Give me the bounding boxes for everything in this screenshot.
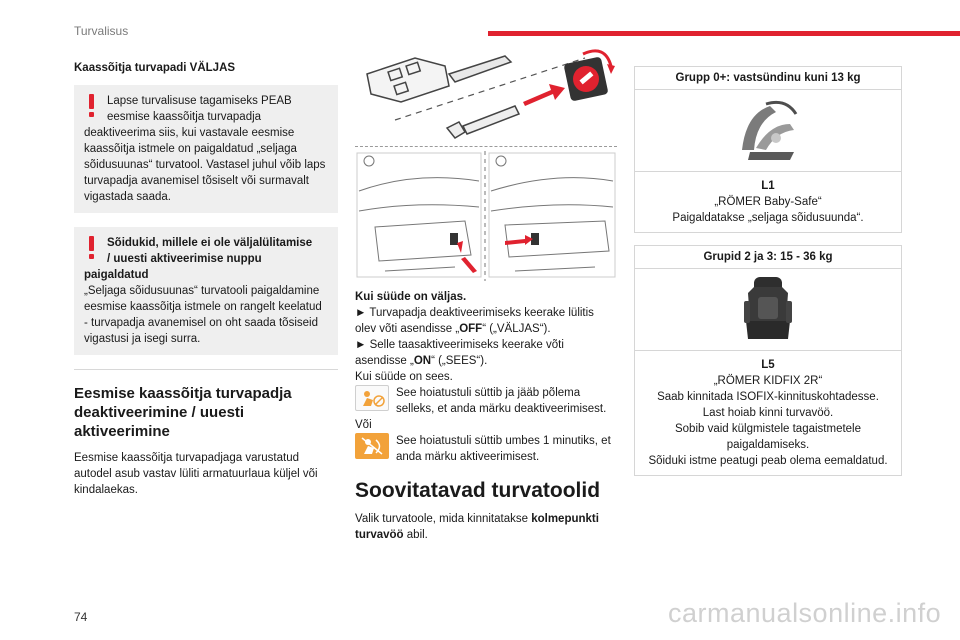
or-label: Või: [355, 419, 372, 431]
card-description: [635, 351, 901, 475]
warning-icon: [88, 94, 94, 117]
intro-text: Valik turvatoole, mida kinnitatakse: [355, 513, 532, 525]
page-number: 74: [74, 610, 88, 624]
child-seat-card-group0: [634, 66, 902, 233]
seat-code: L1: [761, 180, 775, 192]
warning-box-rear-facing: [74, 85, 338, 213]
key-blade-icon: [447, 106, 519, 138]
dashboard-illustration: [355, 151, 617, 281]
seat-info: Paigaldatakse „seljaga sõidusuunda“.: [672, 212, 864, 224]
warning2-title-line3: paigaldatud: [84, 269, 149, 281]
intro-bold: kolmepunkti turvavöö: [355, 513, 599, 541]
step2-text: ► Selle taasaktiveerimiseks keerake võti asendisse „: [355, 339, 564, 367]
card-description: [635, 172, 901, 232]
airbag-off-lamp-icon: [355, 385, 389, 411]
warning2-title-line1: Sõidukid, millele ei ole väljalülitamise: [107, 237, 313, 249]
recommended-seats-title: Soovitatavad turvatoolid: [355, 479, 601, 502]
booster-seat-image: [635, 269, 901, 351]
child-seat-card-group23: [634, 245, 902, 476]
header-accent-bar: [488, 31, 960, 36]
warning-icon: [88, 236, 94, 259]
lamp-off-text: See hoiatustuli süttib ja jääb põlema selleks, et anda märku deaktiveerimisest.: [396, 387, 607, 415]
lamp-on-row: [355, 433, 617, 465]
seat-name: „RÖMER Baby-Safe“: [714, 196, 822, 208]
ignition-off-instructions: [355, 289, 617, 465]
section-title-deactivation: Eesmise kaassõitja turvapadja deaktiveerimine / uuesti aktiveerimine: [74, 369, 338, 441]
step1-tail: “ („VÄLJAS“).: [482, 323, 551, 335]
seat-info-4: Sõiduki istme peatugi peab olema eemaldatud.: [648, 455, 888, 467]
step2-tail: “ („SEES“).: [431, 355, 488, 367]
column-left: [74, 60, 338, 498]
recommended-seats-intro: [355, 511, 617, 543]
lamp-on-text: See hoiatustuli süttib umbes 1 minutiks, et anda märku aktiveerimisest.: [396, 435, 611, 463]
warning2-text: „Seljaga sõidusuunas“ turvatooli paigaldamine eesmise kaassõitja istmele on rangelt keelatud - turvapadja avanemisel on oht saada tõsiseid vigastusi ja isegi surra.: [84, 285, 322, 345]
step2-on: ON: [413, 355, 432, 367]
warning-box-no-switch: [74, 227, 338, 355]
airbag-on-lamp-icon: [355, 433, 389, 459]
lamp-off-row: [355, 385, 617, 417]
ignition-off-heading: Kui süüde on väljas.: [355, 291, 467, 303]
seat-info-1: Saab kinnitada ISOFIX-kinnituskohtadesse.: [657, 391, 879, 403]
step1-text: ► Turvapadja deaktiveerimiseks keerake lülitis olev võti asendisse „: [355, 307, 594, 335]
key-switch-illustration: [355, 44, 617, 144]
step-deactivate: [355, 305, 617, 337]
illustration-separator: [355, 146, 617, 147]
column-right: [634, 66, 902, 476]
key-fob-icon: [367, 56, 511, 102]
seat-name: „RÖMER KIDFIX 2R“: [713, 375, 823, 387]
warning1-text: deaktiveerima siis, kui vastavale eesmise kaassõitja istmele on paigaldatud „seljaga sõidusuunas“ turvatool. Vastasel juhul võib laps turvapadja avanemisel tõsiselt või surmavalt vigastada saada.: [84, 127, 326, 203]
card-group-title: Grupp 0+: vastsündinu kuni 13 kg: [635, 67, 901, 90]
warning2-title-line2: / uuesti aktiveerimise nuppu: [107, 253, 262, 265]
seat-info-3: Sobib vaid külgmistele tagaistmetele paigaldamiseks.: [674, 423, 862, 451]
airbag-off-heading: Kaassõitja turvapadi VÄLJAS: [74, 62, 236, 74]
airbag-switch-icon: [563, 56, 608, 101]
step-reactivate: [355, 337, 617, 369]
warning1-line2: eesmise kaassõitja turvapadja: [107, 111, 262, 123]
section-header: Turvalisus: [74, 24, 129, 38]
section-body-deactivation: Eesmise kaassõitja turvapadjaga varustatud autodel asub vastav lüliti armatuurlaua küljel või kindalaekas.: [74, 452, 318, 496]
step1-off: OFF: [459, 323, 483, 335]
baby-seat-image: [635, 90, 901, 172]
seat-code: L5: [761, 359, 775, 371]
ignition-on-heading: Kui süüde on sees.: [355, 371, 453, 383]
seat-info-2: Last hoiab kinni turvavöö.: [702, 407, 834, 419]
intro-tail: abil.: [403, 529, 428, 541]
warning1-line1: Lapse turvalisuse tagamiseks PEAB: [107, 95, 292, 107]
watermark: carmanualsonline.info: [668, 598, 942, 628]
card-group-title: Grupid 2 ja 3: 15 - 36 kg: [635, 246, 901, 269]
column-middle: [355, 44, 617, 543]
